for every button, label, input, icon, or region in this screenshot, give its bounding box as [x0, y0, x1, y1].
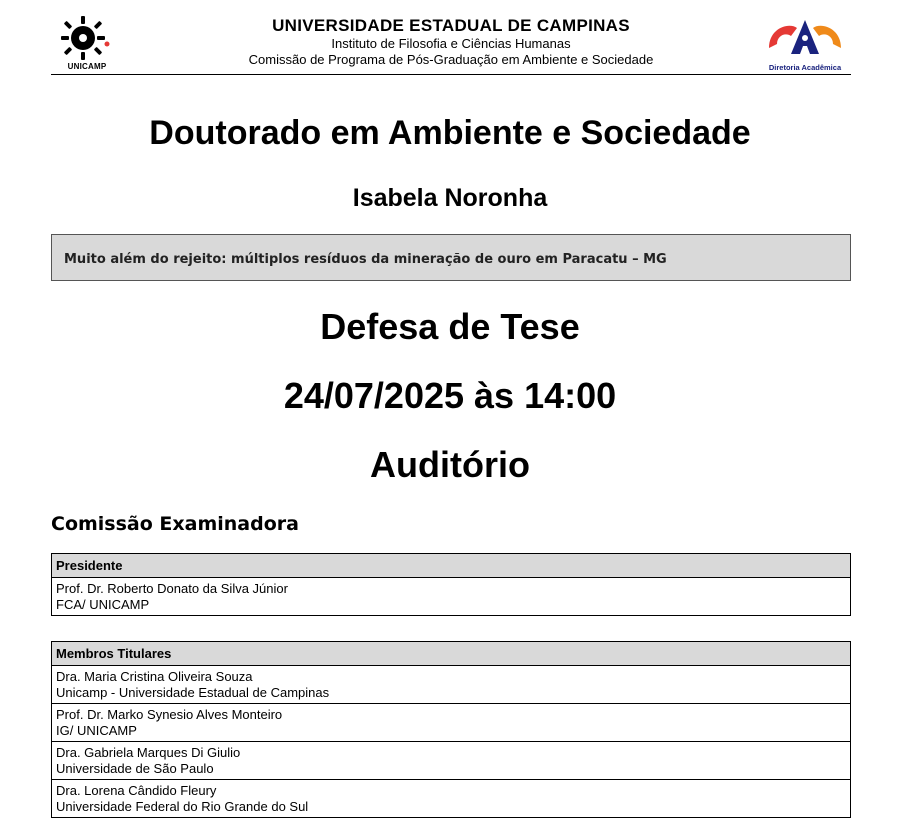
member-affiliation: FCA/ UNICAMP: [56, 597, 150, 612]
table-row: [52, 666, 850, 703]
table-row: [52, 779, 850, 817]
unicamp-seal-icon: [57, 14, 113, 62]
diretoria-academica-logo: [763, 14, 847, 74]
thesis-title-box: [51, 234, 851, 281]
diretoria-academica-caption: Diretoria Acadêmica: [768, 63, 842, 72]
unicamp-logo: [57, 14, 113, 72]
members-table: [51, 641, 851, 818]
header-text: [171, 16, 731, 68]
document-header: [51, 10, 851, 75]
commission-name: Comissão de Programa de Pós-Graduação em Ambiente e Sociedade: [248, 52, 654, 67]
table-row: [52, 741, 850, 779]
program-title: Doutorado em Ambiente e Sociedade: [149, 114, 751, 152]
event-type: Defesa de Tese: [320, 306, 580, 347]
university-name: UNIVERSIDADE ESTADUAL DE CAMPINAS: [272, 16, 630, 35]
member-name: Dra. Gabriela Marques Di Giulio: [56, 745, 241, 760]
thesis-title: Muito além do rejeito: múltiplos resíduos da mineração de ouro em Paracatu – MG: [64, 252, 667, 267]
president-table: [51, 553, 851, 616]
member-affiliation: IG/ UNICAMP: [56, 723, 137, 738]
committee-heading: Comissão Examinadora: [51, 513, 299, 535]
member-affiliation: Universidade de São Paulo: [56, 761, 214, 776]
member-affiliation: Universidade Federal do Rio Grande do Sul: [56, 799, 309, 814]
members-table-header: Membros Titulares: [52, 642, 850, 666]
member-name: Dra. Maria Cristina Oliveira Souza: [56, 669, 253, 684]
member-affiliation: Unicamp - Universidade Estadual de Campinas: [56, 685, 330, 700]
unicamp-logo-caption: UNICAMP: [67, 62, 107, 71]
event-datetime: 24/07/2025 às 14:00: [283, 375, 617, 416]
table-row: [52, 578, 850, 615]
institute-name: Instituto de Filosofia e Ciências Humanas: [331, 36, 571, 51]
member-name: Prof. Dr. Marko Synesio Alves Monteiro: [56, 707, 283, 722]
candidate-name: Isabela Noronha: [352, 184, 548, 212]
table-row: [52, 703, 850, 741]
president-table-header: Presidente: [52, 554, 850, 578]
event-location: Auditório: [370, 444, 530, 485]
diretoria-academica-emblem-icon: [763, 14, 847, 62]
member-name: Dra. Lorena Cândido Fleury: [56, 783, 217, 798]
member-name: Prof. Dr. Roberto Donato da Silva Júnior: [56, 581, 288, 596]
